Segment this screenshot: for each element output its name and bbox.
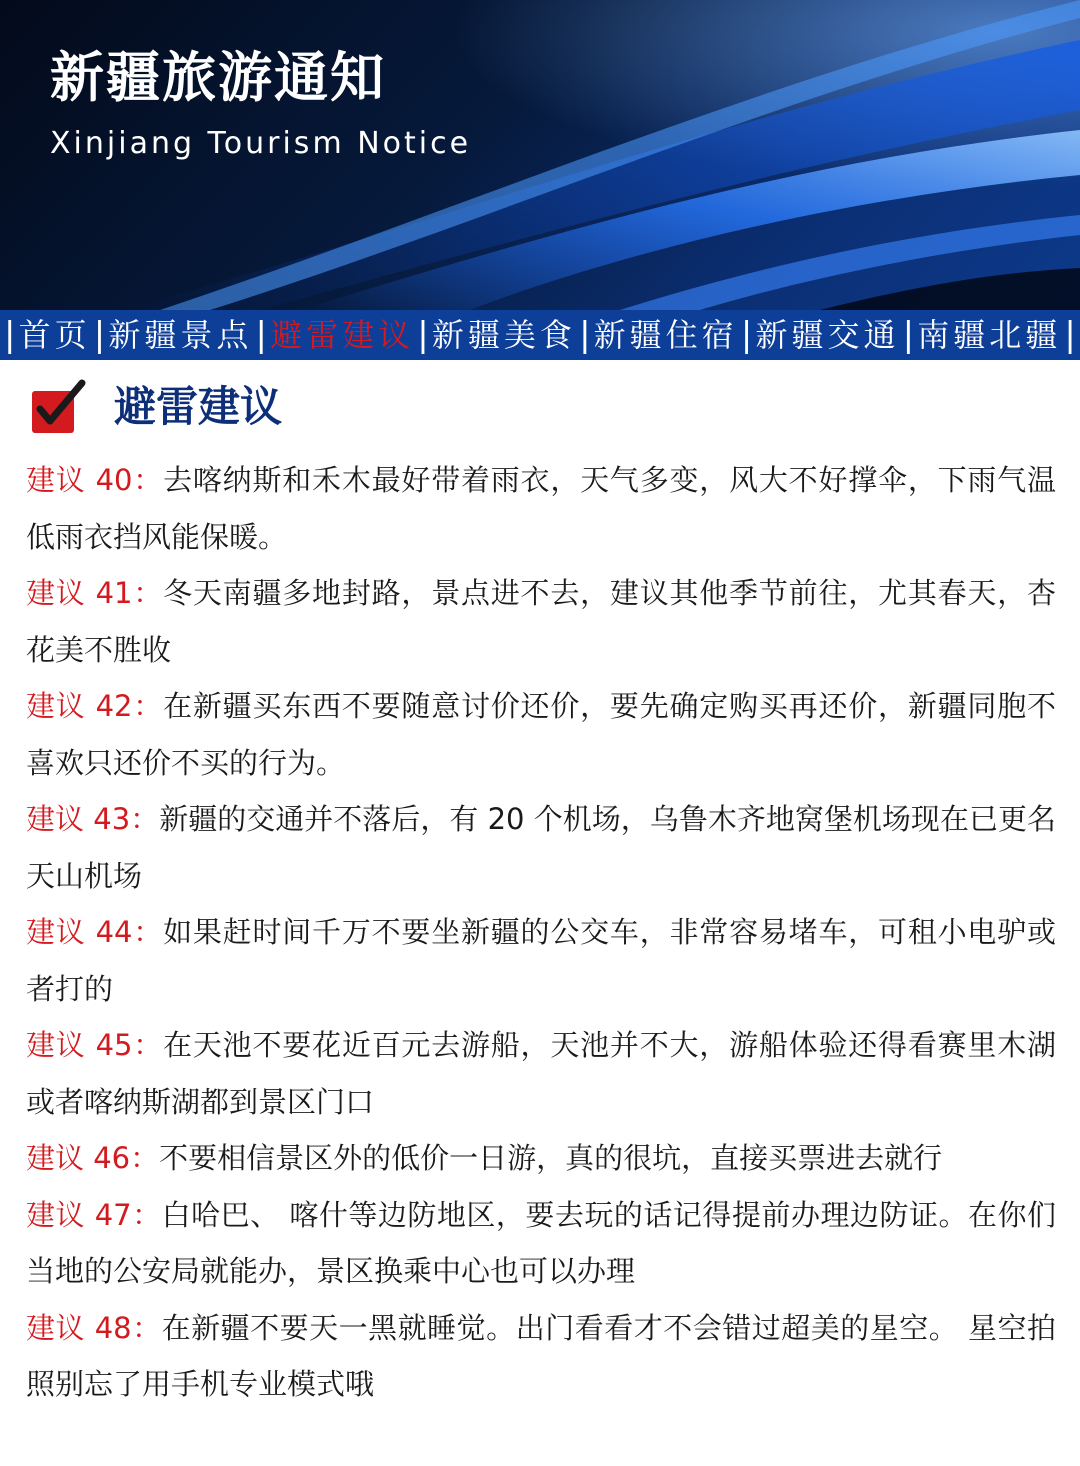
nav-separator: | bbox=[740, 315, 753, 355]
nav-separator: | bbox=[902, 315, 915, 355]
nav-separator: | bbox=[1064, 315, 1076, 355]
list-item bbox=[26, 565, 1056, 678]
tip-label: 建议 44： bbox=[26, 915, 164, 949]
tip-text: 在新疆不要天一黑就睡觉。出门看看才不会错过超美的星空。 星空拍照别忘了用手机专业模式哦 bbox=[26, 1310, 1056, 1401]
tip-text: 白哈巴、 喀什等边防地区，要去玩的话记得提前办理边防证。在你们当地的公安局就能办，景区换乘中心也可以办理 bbox=[26, 1197, 1056, 1288]
tip-label: 建议 45： bbox=[26, 1028, 164, 1062]
list-item bbox=[26, 1017, 1056, 1130]
tip-label: 建议 48： bbox=[26, 1310, 162, 1345]
tip-label: 建议 47： bbox=[26, 1197, 162, 1232]
nav-item-south-north[interactable]: 南疆北疆 bbox=[917, 316, 1062, 354]
tips-list bbox=[26, 452, 1056, 1413]
tip-label: 建议 43： bbox=[26, 802, 160, 836]
checkmark-box-icon bbox=[30, 377, 88, 437]
list-item bbox=[26, 678, 1056, 791]
nav-item-home[interactable]: 首页 bbox=[18, 316, 91, 354]
tip-text: 新疆的交通并不落后，有 20 个机场，乌鲁木齐地窝堡机场现在已更名天山机场 bbox=[26, 802, 1056, 893]
list-item bbox=[26, 452, 1056, 565]
nav-separator: | bbox=[255, 315, 267, 355]
tip-text: 去喀纳斯和禾木最好带着雨衣，天气多变，风大不好撑伞，下雨气温低雨衣挡风能保暖。 bbox=[26, 463, 1056, 554]
tip-label: 建议 46： bbox=[26, 1141, 160, 1175]
section-title: 避雷建议 bbox=[114, 382, 283, 431]
tip-label: 建议 41： bbox=[26, 576, 164, 610]
nav-item-food[interactable]: 新疆美食 bbox=[431, 316, 576, 354]
list-item bbox=[26, 1187, 1056, 1300]
nav-separator: | bbox=[417, 315, 429, 355]
nav-item-transport[interactable]: 新疆交通 bbox=[755, 316, 900, 354]
header-banner bbox=[0, 0, 1080, 310]
list-item bbox=[26, 791, 1056, 904]
list-item bbox=[26, 1130, 1056, 1187]
tip-text: 如果赶时间千万不要坐新疆的公交车，非常容易堵车，可租小电驴或者打的 bbox=[26, 915, 1056, 1006]
page-title: 新疆旅游通知 bbox=[50, 46, 386, 109]
tip-text: 冬天南疆多地封路，景点进不去，建议其他季节前往，尤其春天，杏花美不胜收 bbox=[26, 576, 1056, 667]
tip-text: 在新疆买东西不要随意讨价还价，要先确定购买再还价，新疆同胞不喜欢只还价不买的行为。 bbox=[26, 689, 1056, 780]
nav-separator: | bbox=[4, 315, 16, 355]
tip-text: 在天池不要花近百元去游船，天池并不大，游船体验还得看赛里木湖或者喀纳斯湖都到景区门口 bbox=[26, 1028, 1056, 1119]
tip-label: 建议 42： bbox=[26, 689, 164, 723]
top-nav bbox=[0, 310, 1080, 360]
nav-separator: | bbox=[579, 315, 591, 355]
tip-label: 建议 40： bbox=[26, 463, 164, 497]
nav-item-lodging[interactable]: 新疆住宿 bbox=[593, 316, 738, 354]
section-heading bbox=[30, 372, 282, 442]
list-item bbox=[26, 1300, 1056, 1413]
nav-item-pitfall-tips[interactable]: 避雷建议 bbox=[270, 316, 415, 354]
nav-separator: | bbox=[93, 315, 106, 355]
list-item bbox=[26, 904, 1056, 1017]
nav-item-attractions[interactable]: 新疆景点 bbox=[108, 316, 253, 354]
page-subtitle: Xinjiang Tourism Notice bbox=[50, 126, 472, 161]
tip-text: 不要相信景区外的低价一日游，真的很坑，直接买票进去就行 bbox=[159, 1141, 943, 1175]
